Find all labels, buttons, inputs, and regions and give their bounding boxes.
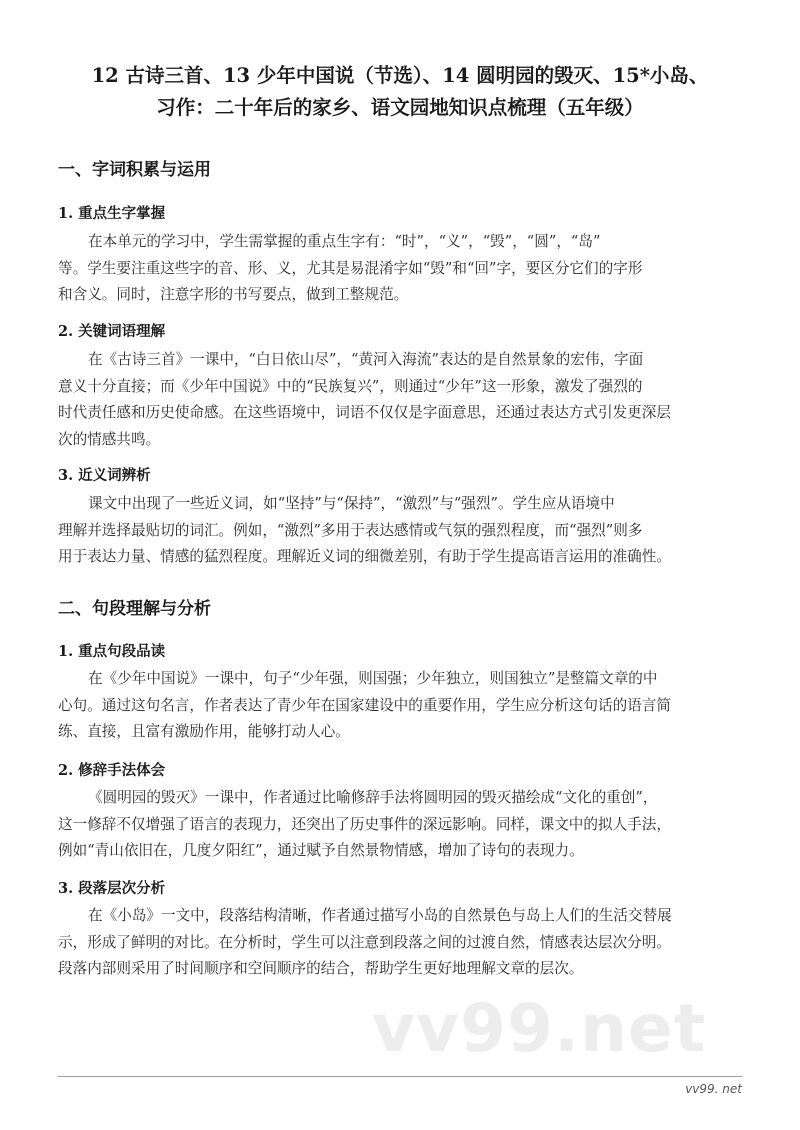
paragraph-line: 时代责任感和历史使命感。在这些语境中，词语不仅仅是字面意思，还通过表达方式引发更深层 (58, 404, 671, 421)
paragraph-line: 段落内部则采用了时间顺序和空间顺序的结合，帮助学生更好地理解文章的层次。 (58, 960, 584, 977)
paragraph-line: 练、直接，且富有激励作用，能够打动人心。 (58, 723, 350, 740)
section-2-1-heading: 1. 重点句段品读 (58, 643, 166, 660)
title-line-1: 12 古诗三首、13 少年中国说（节选）、14 圆明园的毁灭、15*小岛、 (91, 64, 709, 87)
section-1-1-paragraph (58, 229, 742, 309)
watermark: vv99.net (372, 990, 707, 1067)
paragraph-line: 意义十分直接；而《少年中国说》中的“民族复兴”，则通过“少年”这一形象，激发了强烈的 (58, 377, 643, 395)
paragraph-line: 等。学生要注重这些字的音、形、义，尤其是易混淆字如“毁”和“回”字，要区分它们的字形 (58, 259, 643, 277)
title-line-2: 习作：二十年后的家乡、语文园地知识点梳理（五年级） (156, 96, 644, 119)
section-2-heading: 二、句段理解与分析 (58, 599, 211, 619)
paragraph-line: 用于表达力量、情感的猛烈程度。理解近义词的细微差别，有助于学生提高语言运用的准确性。 (58, 548, 671, 565)
paragraph-line: 课文中出现了一些近义词，如“坚持”与“保持”，“激烈”与“强烈”。学生应从语境中 (88, 495, 615, 512)
section-1-heading: 一、字词积累与运用 (58, 160, 211, 180)
paragraph-line: 在本单元的学习中，学生需掌握的重点生字有：“时”，“义”，“毁”，“圆”，“岛” (88, 233, 601, 250)
paragraph-line: 例如“青山依旧在，几度夕阳红”，通过赋予自然景物情感，增加了诗句的表现力。 (58, 842, 584, 859)
section-2-3-heading: 3. 段落层次分析 (58, 880, 166, 897)
paragraph-line: 理解并选择最贴切的词汇。例如，“激烈”多用于表达感情或气氛的强烈程度，而“强烈”则多 (58, 521, 643, 539)
section-2-3-paragraph (58, 903, 742, 983)
section-1-3-heading: 3. 近义词辨析 (58, 467, 151, 484)
section-2-2-heading: 2. 修辞手法体会 (58, 762, 166, 779)
paragraph-line: 次的情感共鸣。 (58, 430, 161, 448)
paragraph-line: 和含义。同时，注意字形的书写要点，做到工整规范。 (58, 286, 409, 303)
section-1-2-paragraph (58, 347, 742, 453)
section-1-1-heading: 1. 重点生字掌握 (58, 205, 166, 222)
paragraph-line: 在《少年中国说》一课中，句子“少年强，则国强；少年独立，则国独立”是整篇文章的中 (88, 670, 658, 687)
paragraph-line: 在《小岛》一文中，段落结构清晰，作者通过描写小岛的自然景色与岛上人们的生活交替展 (88, 907, 672, 924)
paragraph-line: 这一修辞不仅增强了语言的表现力，还突出了历史事件的深远影响。同样，课文中的拟人手法， (58, 815, 671, 833)
section-1-2-heading: 2. 关键词语理解 (58, 323, 166, 340)
paragraph-line: 示，形成了鲜明的对比。在分析时，学生可以注意到段落之间的过渡自然，情感表达层次分明。 (58, 933, 671, 951)
section-2-1-paragraph (58, 666, 742, 746)
paragraph-line: 心句。通过这句名言，作者表达了青少年在国家建设中的重要作用，学生应分析这句话的语言简 (58, 696, 671, 714)
section-2-2-paragraph (58, 785, 742, 865)
document-title (40, 60, 760, 124)
footer-site-label: vv99. net (685, 1082, 742, 1096)
paragraph-line: 在《古诗三首》一课中，“白日依山尽”，“黄河入海流”表达的是自然景象的宏伟，字面 (88, 351, 644, 368)
section-1-3-paragraph (58, 491, 742, 571)
paragraph-line: 《圆明园的毁灭》一课中，作者通过比喻修辞手法将圆明园的毁灭描绘成“文化的重创”， (88, 789, 658, 806)
footer-divider (58, 1076, 742, 1077)
